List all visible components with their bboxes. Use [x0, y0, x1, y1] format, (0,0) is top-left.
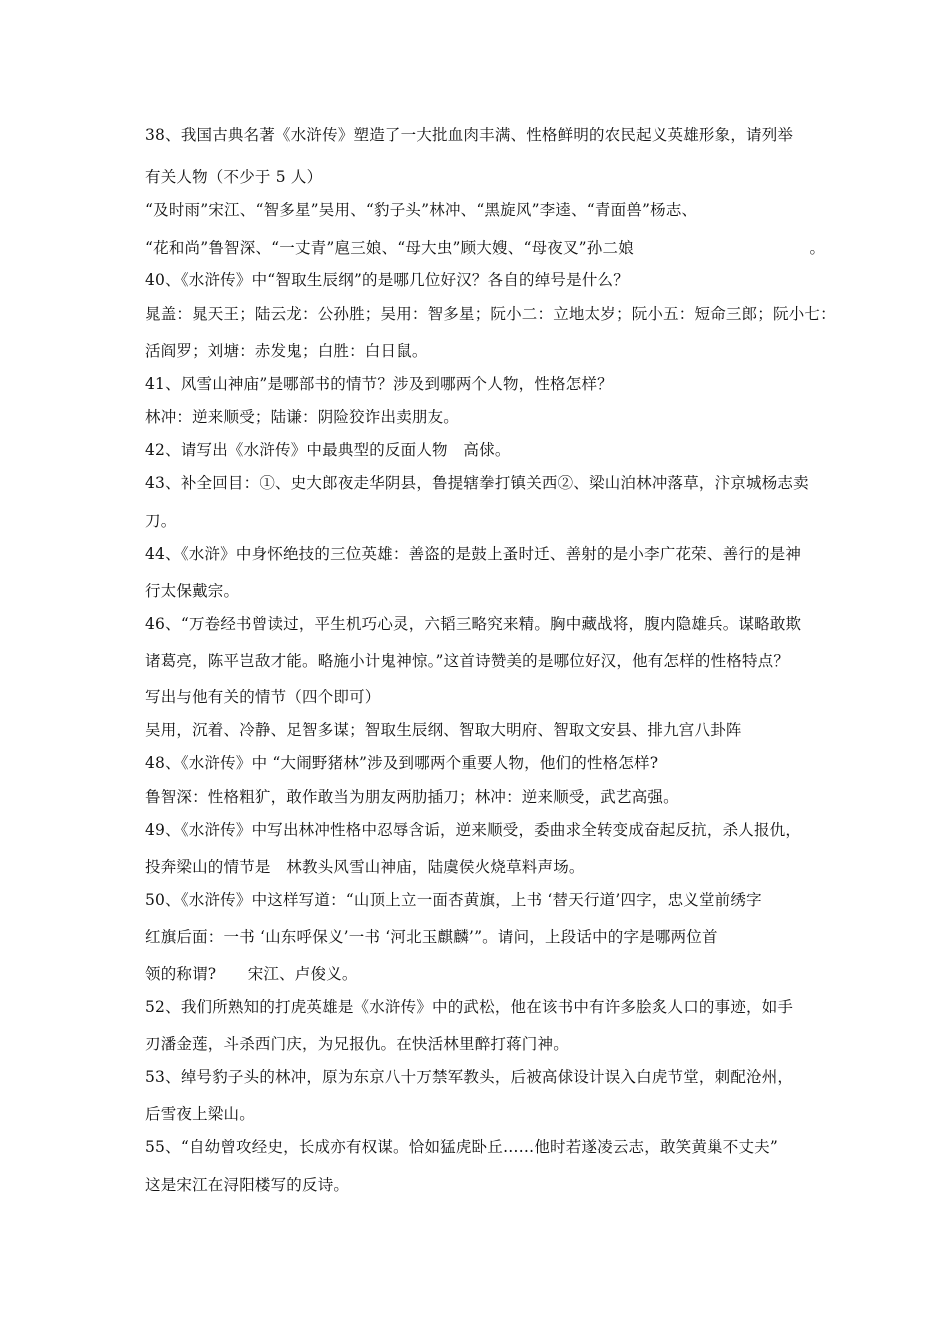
answer-38-line-1: “及时雨”宋江、“智多星”吴用、“豹子头”林冲、“黑旋风”李逵、“青面兽”杨志、 [145, 201, 698, 219]
answer-46: 吴用，沉着、冷静、足智多谋；智取生辰纲、智取大明府、智取文安县、排九宫八卦阵 [145, 721, 742, 739]
question-46-line-2: 诸葛亮，陈平岂敌才能。略施小计鬼神惊。”这首诗赞美的是哪位好汉，他有怎样的性格特点？ [145, 652, 790, 670]
question-49-line-1: 49、《水浒传》中写出林冲性格中忍辱含诟，逆来顺受，委曲求全转变成奋起反抗，杀人报仇， [145, 821, 802, 839]
question-38-line-1: 38、我国古典名著《水浒传》塑造了一大批血肉丰满、性格鲜明的农民起义英雄形象，请列举 [145, 126, 794, 144]
question-49-line-2: 投奔梁山的情节是 林教头风雪山神庙，陆虞侯火烧草料声场。 [145, 858, 585, 876]
question-43-line-2: 刀。 [145, 512, 177, 530]
question-41: 41、风雪山神庙”是哪部书的情节？涉及到哪两个人物，性格怎样？ [145, 375, 613, 393]
question-50-line-3: 领的称谓? 宋江、卢俊义。 [145, 965, 358, 983]
question-44-line-1: 44、《水浒》中身怀绝技的三位英雄：善盗的是鼓上蚤时迁、善射的是小李广花荣、善行的是神 [145, 545, 802, 563]
question-52-line-1: 52、我们所熟知的打虎英雄是《水浒传》中的武松，他在该书中有许多脍炙人口的事迹，如手 [145, 998, 794, 1016]
question-42: 42、请写出《水浒传》中最典型的反面人物 高俅。 [145, 441, 511, 459]
answer-40-line-2: 活阎罗；刘塘：赤发鬼；白胜：白日鼠。 [145, 342, 428, 360]
question-48: 48、《水浒传》中 “大闹野猪林”涉及到哪两个重要人物，他们的性格怎样? [145, 754, 659, 772]
answer-41: 林冲：逆来顺受；陆谦：阴险狡诈出卖朋友。 [145, 408, 460, 426]
answer-38-line-2: “花和尚”鲁智深、“一丈青”扈三娘、“母大虫”顾大嫂、“母夜叉”孙二娘 [145, 239, 634, 257]
question-53-line-2: 后雪夜上梁山。 [145, 1105, 255, 1123]
question-40: 40、《水浒传》中“智取生辰纲”的是哪几位好汉？各自的绰号是什么？ [145, 271, 629, 289]
question-50-line-2: 红旗后面：一书 ‘山东呼保义’一书 ‘河北玉麒麟’”。请问，上段话中的字是哪两位首 [145, 928, 718, 946]
answer-40-line-1: 晁盖：晁天王；陆云龙：公孙胜；吴用：智多星；阮小二：立地太岁；阮小五：短命三郎；阮小七： [145, 305, 836, 323]
answer-38-end-mark: 。 [809, 239, 825, 257]
question-38-line-2: 有关人物（不少于 5 人） [145, 168, 323, 186]
question-50-line-1: 50、《水浒传》中这样写道：“山顶上立一面杏黄旗，上书 ‘替天行道’四字，忠义堂前绣字 [145, 891, 762, 909]
answer-48: 鲁智深：性格粗犷，敢作敢当为朋友两肋插刀；林冲：逆来顺受，武艺高强。 [145, 788, 679, 806]
question-46-line-1: 46、“万卷经书曾读过，平生机巧心灵，六韬三略究来精。胸中藏战将，腹内隐雄兵。谋略敢欺 [145, 615, 802, 633]
question-53-line-1: 53、绰号豹子头的林冲，原为东京八十万禁军教头，后被高俅设计误入白虎节堂，刺配沧州， [145, 1068, 794, 1086]
question-52-line-2: 刃潘金莲，斗杀西门庆，为兄报仇。在快活林里醉打蒋门神。 [145, 1035, 569, 1053]
question-55-line-1: 55、“自幼曾攻经史，长成亦有权谋。恰如猛虎卧丘……他时若遂凌云志，敢笑黄巢不丈夫” [145, 1138, 778, 1156]
question-43-line-1: 43、补全回目：①、史大郎夜走华阴县，鲁提辖拳打镇关西②、梁山泊林冲落草，汴京城杨志卖 [145, 474, 809, 492]
question-46-line-3: 写出与他有关的情节（四个即可） [145, 688, 381, 706]
question-55-line-2: 这是宋江在浔阳楼写的反诗。 [145, 1176, 350, 1194]
question-44-line-2: 行太保戴宗。 [145, 582, 240, 600]
